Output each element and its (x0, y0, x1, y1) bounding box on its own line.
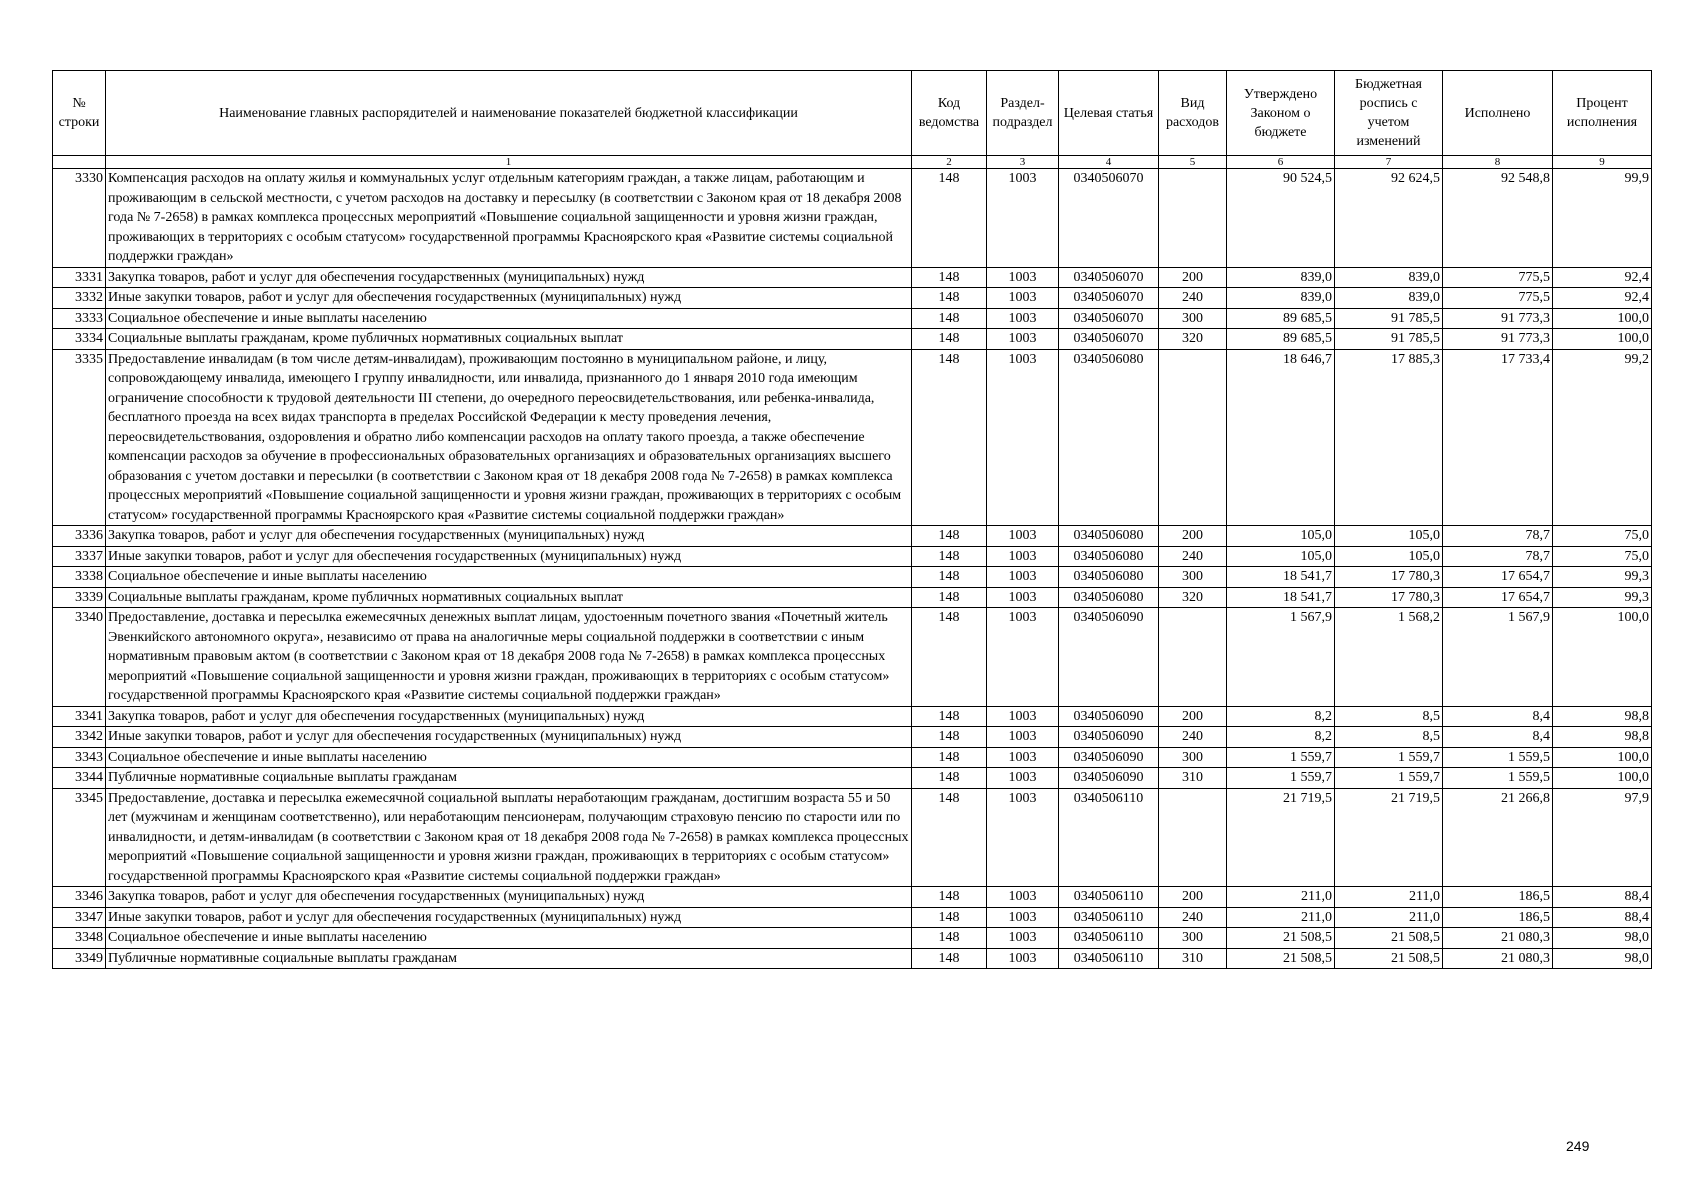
row-name-cell: Предоставление инвалидам (в том числе детям-инвалидам), проживающим постоянно в муниципальном районе, и лицу, сопровождающему инвалида, имеющего I группу инвалидности, или инвалида, признанного до 1 января 2010 года имеющим ограничение способности к трудовой деятельности III степени, до очередного переосвидетельствования, или ребенка-инвалида, бесплатного проезда на всех видах транспорта в пределах Российской Федерации к месту проведения лечения, переосвидетельствования, оздоровления и обратно либо компенсации расходов на оплату такого проезда, а также обеспечение компенсации расходов за обучение в профессиональных образовательных организациях и образовательных организациях высшего образования с учетом доставки и пересылки (в соответствии с Законом края от 18 декабря 2008 года № 7-2658) в рамках комплекса процессных мероприятий «Повышение социальной защищенности и уровня жизни граждан, проживающих в территориях с особым статусом» государственной программы Красноярского края «Развитие системы социальной поддержки граждан» (106, 349, 912, 526)
executed-cell: 91 773,3 (1443, 308, 1553, 329)
percent-cell: 99,2 (1553, 349, 1652, 526)
expense-type-cell: 200 (1159, 706, 1227, 727)
row-number-cell: 3341 (53, 706, 106, 727)
row-name-cell: Социальное обеспечение и иные выплаты населению (106, 928, 912, 949)
row-name-cell: Социальные выплаты гражданам, кроме публичных нормативных социальных выплат (106, 329, 912, 350)
department-code-cell: 148 (912, 526, 987, 547)
executed-cell: 17 733,4 (1443, 349, 1553, 526)
department-code-cell: 148 (912, 727, 987, 748)
target-article-cell: 0340506070 (1059, 267, 1159, 288)
column-number: 8 (1443, 156, 1553, 169)
row-name-cell: Закупка товаров, работ и услуг для обеспечения государственных (муниципальных) нужд (106, 267, 912, 288)
table-row (53, 169, 1652, 268)
section-cell: 1003 (987, 288, 1059, 309)
approved-cell: 18 541,7 (1227, 567, 1335, 588)
approved-cell: 1 567,9 (1227, 608, 1335, 707)
target-article-cell: 0340506090 (1059, 727, 1159, 748)
percent-cell: 98,8 (1553, 727, 1652, 748)
approved-cell: 89 685,5 (1227, 308, 1335, 329)
budget-schedule-cell: 17 885,3 (1335, 349, 1443, 526)
approved-cell: 8,2 (1227, 706, 1335, 727)
expense-type-cell: 310 (1159, 768, 1227, 789)
approved-cell: 105,0 (1227, 546, 1335, 567)
expense-type-cell: 310 (1159, 948, 1227, 969)
target-article-cell: 0340506080 (1059, 567, 1159, 588)
row-number-cell: 3331 (53, 267, 106, 288)
row-number-cell: 3334 (53, 329, 106, 350)
table-row (53, 747, 1652, 768)
row-name-cell: Иные закупки товаров, работ и услуг для обеспечения государственных (муниципальных) нужд (106, 288, 912, 309)
percent-cell: 100,0 (1553, 308, 1652, 329)
section-cell: 1003 (987, 587, 1059, 608)
table-row (53, 329, 1652, 350)
table-row (53, 788, 1652, 887)
target-article-cell: 0340506070 (1059, 169, 1159, 268)
table-row (53, 267, 1652, 288)
table-row (53, 928, 1652, 949)
department-code-cell: 148 (912, 747, 987, 768)
column-number (53, 156, 106, 169)
approved-cell: 18 646,7 (1227, 349, 1335, 526)
percent-cell: 100,0 (1553, 608, 1652, 707)
approved-cell: 105,0 (1227, 526, 1335, 547)
expense-type-cell: 240 (1159, 907, 1227, 928)
row-number-cell: 3343 (53, 747, 106, 768)
department-code-cell: 148 (912, 768, 987, 789)
header-row-number: № строки (53, 71, 106, 156)
table-row (53, 887, 1652, 908)
budget-schedule-cell: 8,5 (1335, 727, 1443, 748)
target-article-cell: 0340506090 (1059, 706, 1159, 727)
budget-schedule-cell: 17 780,3 (1335, 567, 1443, 588)
department-code-cell: 148 (912, 349, 987, 526)
expense-type-cell (1159, 169, 1227, 268)
department-code-cell: 148 (912, 567, 987, 588)
department-code-cell: 148 (912, 587, 987, 608)
percent-cell: 75,0 (1553, 546, 1652, 567)
header-row (53, 71, 1652, 156)
executed-cell: 186,5 (1443, 907, 1553, 928)
table-row (53, 768, 1652, 789)
target-article-cell: 0340506110 (1059, 887, 1159, 908)
row-name-cell: Предоставление, доставка и пересылка ежемесячной социальной выплаты неработающим гражданам, достигшим возраста 55 и 50 лет (мужчинам и женщинам соответственно), или неработающим пенсионерам, получающим страховую пенсию по старости или по инвалидности, и детям-инвалидам (в соответствии с Законом края от 18 декабря 2008 года № 7-2658) в рамках комплекса процессных мероприятий «Повышение социальной защищенности и уровня жизни граждан, проживающих в территориях с особым статусом» государственной программы Красноярского края «Развитие системы социальной поддержки граждан» (106, 788, 912, 887)
header-budget-schedule: Бюджетная роспись с учетом изменений (1335, 71, 1443, 156)
executed-cell: 17 654,7 (1443, 567, 1553, 588)
executed-cell: 78,7 (1443, 546, 1553, 567)
header-expense-type: Вид расходов (1159, 71, 1227, 156)
executed-cell: 21 266,8 (1443, 788, 1553, 887)
header-name: Наименование главных распорядителей и наименование показателей бюджетной классификации (106, 71, 912, 156)
row-number-cell: 3330 (53, 169, 106, 268)
section-cell: 1003 (987, 169, 1059, 268)
section-cell: 1003 (987, 329, 1059, 350)
budget-schedule-cell: 91 785,5 (1335, 308, 1443, 329)
department-code-cell: 148 (912, 288, 987, 309)
budget-schedule-cell: 91 785,5 (1335, 329, 1443, 350)
expense-type-cell: 300 (1159, 928, 1227, 949)
target-article-cell: 0340506110 (1059, 948, 1159, 969)
approved-cell: 839,0 (1227, 267, 1335, 288)
department-code-cell: 148 (912, 546, 987, 567)
row-name-cell: Иные закупки товаров, работ и услуг для обеспечения государственных (муниципальных) нужд (106, 546, 912, 567)
page-number: 249 (1566, 1138, 1590, 1154)
approved-cell: 211,0 (1227, 907, 1335, 928)
header-department-code: Код ведомства (912, 71, 987, 156)
executed-cell: 91 773,3 (1443, 329, 1553, 350)
section-cell: 1003 (987, 267, 1059, 288)
percent-cell: 99,3 (1553, 567, 1652, 588)
row-name-cell: Иные закупки товаров, работ и услуг для обеспечения государственных (муниципальных) нужд (106, 907, 912, 928)
expense-type-cell: 200 (1159, 526, 1227, 547)
executed-cell: 21 080,3 (1443, 928, 1553, 949)
executed-cell: 1 559,5 (1443, 768, 1553, 789)
row-number-cell: 3335 (53, 349, 106, 526)
row-number-cell: 3338 (53, 567, 106, 588)
row-name-cell: Компенсация расходов на оплату жилья и коммунальных услуг отдельным категориям граждан, а также лицам, работающим и проживающим в сельской местности, с учетом расходов на доставку и пересылку (в соответствии с Законом края от 18 декабря 2008 года № 7-2658) в рамках комплекса процессных мероприятий «Повышение социальной защищенности и уровня жизни граждан, проживающих в территориях с особым статусом» государственной программы Красноярского края «Развитие системы социальной поддержки граждан» (106, 169, 912, 268)
expense-type-cell: 300 (1159, 747, 1227, 768)
target-article-cell: 0340506110 (1059, 788, 1159, 887)
target-article-cell: 0340506070 (1059, 288, 1159, 309)
target-article-cell: 0340506090 (1059, 768, 1159, 789)
section-cell: 1003 (987, 526, 1059, 547)
department-code-cell: 148 (912, 308, 987, 329)
percent-cell: 97,9 (1553, 788, 1652, 887)
percent-cell: 92,4 (1553, 267, 1652, 288)
percent-cell: 75,0 (1553, 526, 1652, 547)
column-number: 2 (912, 156, 987, 169)
budget-schedule-cell: 1 559,7 (1335, 768, 1443, 789)
target-article-cell: 0340506110 (1059, 928, 1159, 949)
section-cell: 1003 (987, 567, 1059, 588)
approved-cell: 1 559,7 (1227, 768, 1335, 789)
table-row (53, 727, 1652, 748)
column-number: 6 (1227, 156, 1335, 169)
expense-type-cell: 240 (1159, 727, 1227, 748)
executed-cell: 92 548,8 (1443, 169, 1553, 268)
budget-schedule-cell: 105,0 (1335, 526, 1443, 547)
executed-cell: 775,5 (1443, 267, 1553, 288)
section-cell: 1003 (987, 948, 1059, 969)
target-article-cell: 0340506110 (1059, 907, 1159, 928)
approved-cell: 90 524,5 (1227, 169, 1335, 268)
target-article-cell: 0340506090 (1059, 608, 1159, 707)
budget-schedule-cell: 211,0 (1335, 907, 1443, 928)
budget-schedule-cell: 211,0 (1335, 887, 1443, 908)
percent-cell: 100,0 (1553, 329, 1652, 350)
percent-cell: 99,9 (1553, 169, 1652, 268)
expense-type-cell: 320 (1159, 329, 1227, 350)
target-article-cell: 0340506080 (1059, 349, 1159, 526)
row-name-cell: Публичные нормативные социальные выплаты гражданам (106, 768, 912, 789)
budget-schedule-cell: 8,5 (1335, 706, 1443, 727)
department-code-cell: 148 (912, 948, 987, 969)
column-number: 9 (1553, 156, 1652, 169)
approved-cell: 839,0 (1227, 288, 1335, 309)
department-code-cell: 148 (912, 887, 987, 908)
row-name-cell: Иные закупки товаров, работ и услуг для обеспечения государственных (муниципальных) нужд (106, 727, 912, 748)
approved-cell: 21 508,5 (1227, 928, 1335, 949)
budget-schedule-cell: 21 719,5 (1335, 788, 1443, 887)
table-row (53, 546, 1652, 567)
table-row (53, 526, 1652, 547)
budget-schedule-cell: 21 508,5 (1335, 948, 1443, 969)
percent-cell: 92,4 (1553, 288, 1652, 309)
budget-schedule-cell: 92 624,5 (1335, 169, 1443, 268)
table-row (53, 288, 1652, 309)
expense-type-cell: 300 (1159, 308, 1227, 329)
row-number-cell: 3349 (53, 948, 106, 969)
executed-cell: 21 080,3 (1443, 948, 1553, 969)
expense-type-cell: 240 (1159, 546, 1227, 567)
percent-cell: 98,0 (1553, 948, 1652, 969)
department-code-cell: 148 (912, 788, 987, 887)
expense-type-cell (1159, 788, 1227, 887)
table-body (53, 169, 1652, 969)
executed-cell: 8,4 (1443, 727, 1553, 748)
row-name-cell: Закупка товаров, работ и услуг для обеспечения государственных (муниципальных) нужд (106, 706, 912, 727)
row-name-cell: Закупка товаров, работ и услуг для обеспечения государственных (муниципальных) нужд (106, 887, 912, 908)
section-cell: 1003 (987, 928, 1059, 949)
executed-cell: 1 567,9 (1443, 608, 1553, 707)
row-name-cell: Закупка товаров, работ и услуг для обеспечения государственных (муниципальных) нужд (106, 526, 912, 547)
expense-type-cell: 300 (1159, 567, 1227, 588)
table-row (53, 608, 1652, 707)
table-row (53, 349, 1652, 526)
row-number-cell: 3336 (53, 526, 106, 547)
approved-cell: 21 508,5 (1227, 948, 1335, 969)
header-percent: Процент исполнения (1553, 71, 1652, 156)
budget-schedule-cell: 105,0 (1335, 546, 1443, 567)
department-code-cell: 148 (912, 169, 987, 268)
row-number-cell: 3337 (53, 546, 106, 567)
target-article-cell: 0340506090 (1059, 747, 1159, 768)
row-number-cell: 3347 (53, 907, 106, 928)
approved-cell: 18 541,7 (1227, 587, 1335, 608)
section-cell: 1003 (987, 768, 1059, 789)
section-cell: 1003 (987, 546, 1059, 567)
budget-schedule-cell: 17 780,3 (1335, 587, 1443, 608)
expense-type-cell: 200 (1159, 887, 1227, 908)
department-code-cell: 148 (912, 267, 987, 288)
executed-cell: 775,5 (1443, 288, 1553, 309)
approved-cell: 1 559,7 (1227, 747, 1335, 768)
budget-schedule-cell: 1 568,2 (1335, 608, 1443, 707)
department-code-cell: 148 (912, 928, 987, 949)
executed-cell: 186,5 (1443, 887, 1553, 908)
table-row (53, 948, 1652, 969)
department-code-cell: 148 (912, 329, 987, 350)
target-article-cell: 0340506080 (1059, 546, 1159, 567)
target-article-cell: 0340506080 (1059, 526, 1159, 547)
budget-schedule-cell: 839,0 (1335, 267, 1443, 288)
executed-cell: 8,4 (1443, 706, 1553, 727)
row-number-cell: 3342 (53, 727, 106, 748)
section-cell: 1003 (987, 727, 1059, 748)
approved-cell: 21 719,5 (1227, 788, 1335, 887)
column-number-row (53, 156, 1652, 169)
department-code-cell: 148 (912, 608, 987, 707)
section-cell: 1003 (987, 887, 1059, 908)
section-cell: 1003 (987, 706, 1059, 727)
row-number-cell: 3344 (53, 768, 106, 789)
section-cell: 1003 (987, 308, 1059, 329)
table-row (53, 567, 1652, 588)
expense-type-cell (1159, 608, 1227, 707)
approved-cell: 211,0 (1227, 887, 1335, 908)
budget-schedule-cell: 21 508,5 (1335, 928, 1443, 949)
department-code-cell: 148 (912, 706, 987, 727)
column-number: 7 (1335, 156, 1443, 169)
table-row (53, 587, 1652, 608)
table-row (53, 706, 1652, 727)
percent-cell: 88,4 (1553, 907, 1652, 928)
row-name-cell: Социальные выплаты гражданам, кроме публичных нормативных социальных выплат (106, 587, 912, 608)
approved-cell: 8,2 (1227, 727, 1335, 748)
table-row (53, 308, 1652, 329)
row-name-cell: Социальное обеспечение и иные выплаты населению (106, 567, 912, 588)
percent-cell: 88,4 (1553, 887, 1652, 908)
row-name-cell: Предоставление, доставка и пересылка ежемесячных денежных выплат лицам, удостоенным почетного звания «Почетный житель Эвенкийского автономного округа», независимо от права на аналогичные меры социальной поддержки в соответствии с иным нормативным правовым актом (в соответствии с Законом края от 18 декабря 2008 года № 7-2658) в рамках комплекса процессных мероприятий «Повышение социальной защищенности и уровня жизни граждан, проживающих в территориях с особым статусом» государственной программы Красноярского края «Развитие системы социальной поддержки граждан» (106, 608, 912, 707)
percent-cell: 100,0 (1553, 768, 1652, 789)
row-number-cell: 3339 (53, 587, 106, 608)
table-row (53, 907, 1652, 928)
row-number-cell: 3332 (53, 288, 106, 309)
section-cell: 1003 (987, 907, 1059, 928)
expense-type-cell (1159, 349, 1227, 526)
section-cell: 1003 (987, 349, 1059, 526)
row-number-cell: 3340 (53, 608, 106, 707)
budget-schedule-cell: 1 559,7 (1335, 747, 1443, 768)
expense-type-cell: 240 (1159, 288, 1227, 309)
target-article-cell: 0340506070 (1059, 308, 1159, 329)
section-cell: 1003 (987, 608, 1059, 707)
section-cell: 1003 (987, 747, 1059, 768)
approved-cell: 89 685,5 (1227, 329, 1335, 350)
row-number-cell: 3333 (53, 308, 106, 329)
row-number-cell: 3345 (53, 788, 106, 887)
percent-cell: 99,3 (1553, 587, 1652, 608)
executed-cell: 17 654,7 (1443, 587, 1553, 608)
header-section: Раздел-подраздел (987, 71, 1059, 156)
percent-cell: 98,0 (1553, 928, 1652, 949)
expense-type-cell: 320 (1159, 587, 1227, 608)
percent-cell: 98,8 (1553, 706, 1652, 727)
row-name-cell: Социальное обеспечение и иные выплаты населению (106, 747, 912, 768)
header-approved: Утверждено Законом о бюджете (1227, 71, 1335, 156)
header-executed: Исполнено (1443, 71, 1553, 156)
section-cell: 1003 (987, 788, 1059, 887)
budget-schedule-cell: 839,0 (1335, 288, 1443, 309)
executed-cell: 1 559,5 (1443, 747, 1553, 768)
column-number: 5 (1159, 156, 1227, 169)
row-name-cell: Публичные нормативные социальные выплаты гражданам (106, 948, 912, 969)
budget-execution-table (52, 70, 1652, 969)
column-number: 1 (106, 156, 912, 169)
target-article-cell: 0340506080 (1059, 587, 1159, 608)
row-number-cell: 3346 (53, 887, 106, 908)
percent-cell: 100,0 (1553, 747, 1652, 768)
row-number-cell: 3348 (53, 928, 106, 949)
header-target-article: Целевая статья (1059, 71, 1159, 156)
column-number: 4 (1059, 156, 1159, 169)
column-number: 3 (987, 156, 1059, 169)
executed-cell: 78,7 (1443, 526, 1553, 547)
target-article-cell: 0340506070 (1059, 329, 1159, 350)
expense-type-cell: 200 (1159, 267, 1227, 288)
department-code-cell: 148 (912, 907, 987, 928)
row-name-cell: Социальное обеспечение и иные выплаты населению (106, 308, 912, 329)
